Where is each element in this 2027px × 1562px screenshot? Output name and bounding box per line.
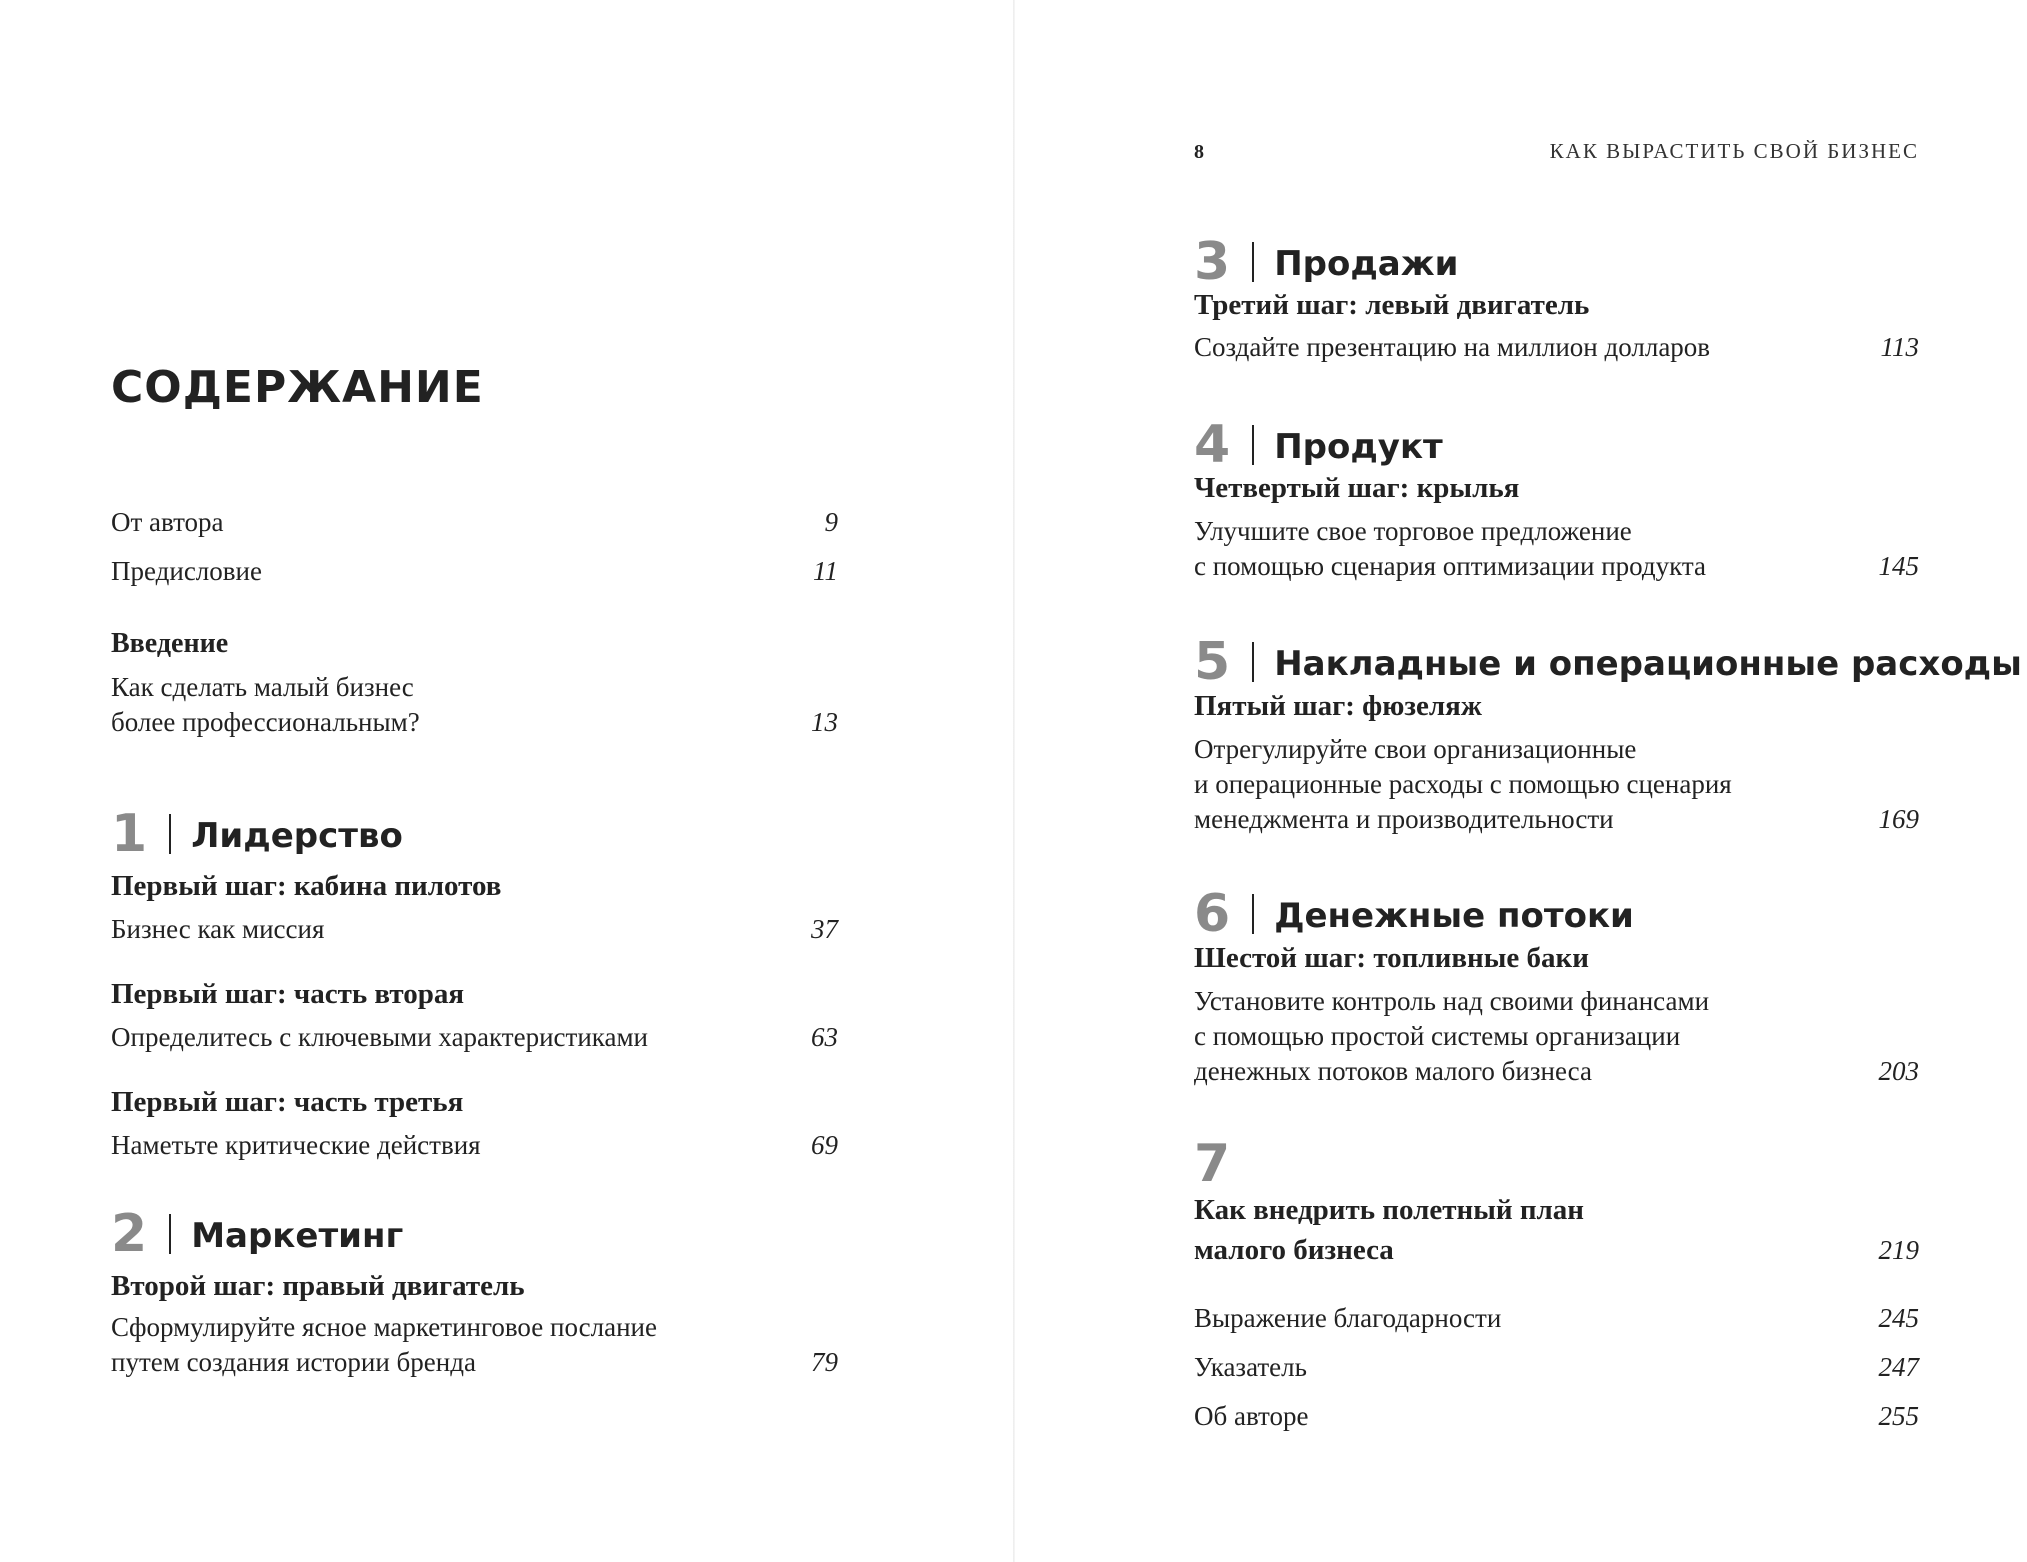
chapter-3-heading [1194,228,1459,292]
chapter-divider [1252,642,1254,682]
toc-entry-label: Об авторе [1194,1401,1309,1431]
toc-title: СОДЕРЖАНИЕ [111,362,484,413]
step-description [1194,330,1919,365]
step-description [1194,984,1919,1089]
step-description [111,1020,838,1055]
desc-line: Установите контроль над своими финансами [1194,986,1710,1016]
step-title: Первый шаг: часть вторая [111,978,465,1010]
chapter-6-heading [1194,880,1634,944]
chapter-number: 5 [1194,632,1231,692]
chapter-number: 2 [111,1204,148,1264]
toc-entry-page: 219 [1878,1235,1919,1265]
step-description [1194,732,1919,837]
chapter-name: Денежные потоки [1274,896,1634,936]
step-title: Пятый шаг: фюзеляж [1194,690,1482,722]
chapter-number: 6 [1194,884,1231,944]
chapter-5-heading [1194,628,2022,692]
chapter-divider [169,814,171,854]
toc-entry-page: 245 [1878,1303,1919,1333]
chapter-name: Маркетинг [191,1216,404,1256]
step-title: Первый шаг: часть третья [111,1086,464,1118]
toc-entry-acknowledgments [1194,1301,1919,1336]
step-description [111,1310,838,1380]
chapter-2-heading [111,1200,404,1264]
step-title: Второй шаг: правый двигатель [111,1270,525,1302]
desc-line: Наметьте критические действия [111,1130,481,1160]
title-line: Как внедрить полетный план [1194,1194,1585,1226]
toc-entry-label: От автора [111,507,224,537]
desc-line: Улучшите свое торговое предложение [1194,516,1632,546]
chapter-name: Продукт [1274,427,1443,467]
chapter-divider [1252,894,1254,934]
toc-entry-page: 247 [1878,1352,1919,1382]
toc-entry-about-author [1194,1399,1919,1434]
toc-entry-page: 145 [1878,551,1919,581]
desc-line: Определитесь с ключевыми характеристиками [111,1022,648,1052]
toc-entry-index [1194,1350,1919,1385]
chapter-1-heading [111,800,403,864]
chapter-4-heading [1194,411,1443,475]
toc-entry-page: 169 [1878,804,1919,834]
toc-entry-page: 37 [811,914,838,944]
desc-line: денежных потоков малого бизнеса [1194,1056,1592,1086]
chapter-number: 1 [111,804,148,864]
page-number: 8 [1194,141,1204,163]
toc-entry-page: 63 [811,1022,838,1052]
step-title: Третий шаг: левый двигатель [1194,289,1590,321]
chapter-7-heading [1194,1130,1231,1194]
desc-line: Сформулируйте ясное маркетинговое послание [111,1312,657,1342]
chapter-name: Продажи [1274,244,1459,284]
step-title: Четвертый шаг: крылья [1194,472,1520,504]
chapter-divider [1252,425,1254,465]
intro-heading: Введение [111,628,229,659]
chapter-name: Лидерство [191,816,403,856]
toc-entry-label: Предисловие [111,556,262,586]
toc-entry-page: 11 [813,556,838,586]
step-title: Шестой шаг: топливные баки [1194,942,1589,974]
step-title: Первый шаг: кабина пилотов [111,870,502,902]
desc-line: с помощью простой системы организации [1194,1021,1681,1051]
chapter-number: 7 [1194,1134,1231,1194]
chapter-divider [1252,242,1254,282]
toc-entry-page: 79 [811,1347,838,1377]
toc-entry-page: 9 [824,507,838,537]
toc-entry-page: 69 [811,1130,838,1160]
toc-entry-author [111,505,838,540]
toc-entry-page: 113 [1880,332,1919,362]
toc-entry-page: 13 [811,707,838,737]
toc-entry-page: 255 [1878,1401,1919,1431]
running-title: КАК ВЫРАСТИТЬ СВОЙ БИЗНЕС [1549,139,1919,163]
desc-line: Как сделать малый бизнес [111,672,414,702]
toc-entry-page: 203 [1878,1056,1919,1086]
chapter-7-title [1194,1190,1919,1270]
desc-line: более профессиональным? [111,707,420,737]
chapter-divider [169,1214,171,1254]
title-line: малого бизнеса [1194,1234,1394,1266]
desc-line: и операционные расходы с помощью сценария [1194,769,1732,799]
desc-line: Бизнес как миссия [111,914,325,944]
chapter-number: 3 [1194,232,1231,292]
step-description [1194,514,1919,584]
toc-entry-label: Выражение благодарности [1194,1303,1502,1333]
toc-entry-label: Указатель [1194,1352,1307,1382]
toc-entry-preface [111,554,838,589]
step-description [111,912,838,947]
desc-line: Отрегулируйте свои организационные [1194,734,1637,764]
step-description [111,1128,838,1163]
chapter-name: Накладные и операционные расходы [1274,644,2022,684]
desc-line: Создайте презентацию на миллион долларов [1194,332,1711,362]
desc-line: менеджмента и производительности [1194,804,1614,834]
chapter-number: 4 [1194,415,1231,475]
desc-line: с помощью сценария оптимизации продукта [1194,551,1707,581]
intro-description [111,670,838,740]
desc-line: путем создания истории бренда [111,1347,476,1377]
